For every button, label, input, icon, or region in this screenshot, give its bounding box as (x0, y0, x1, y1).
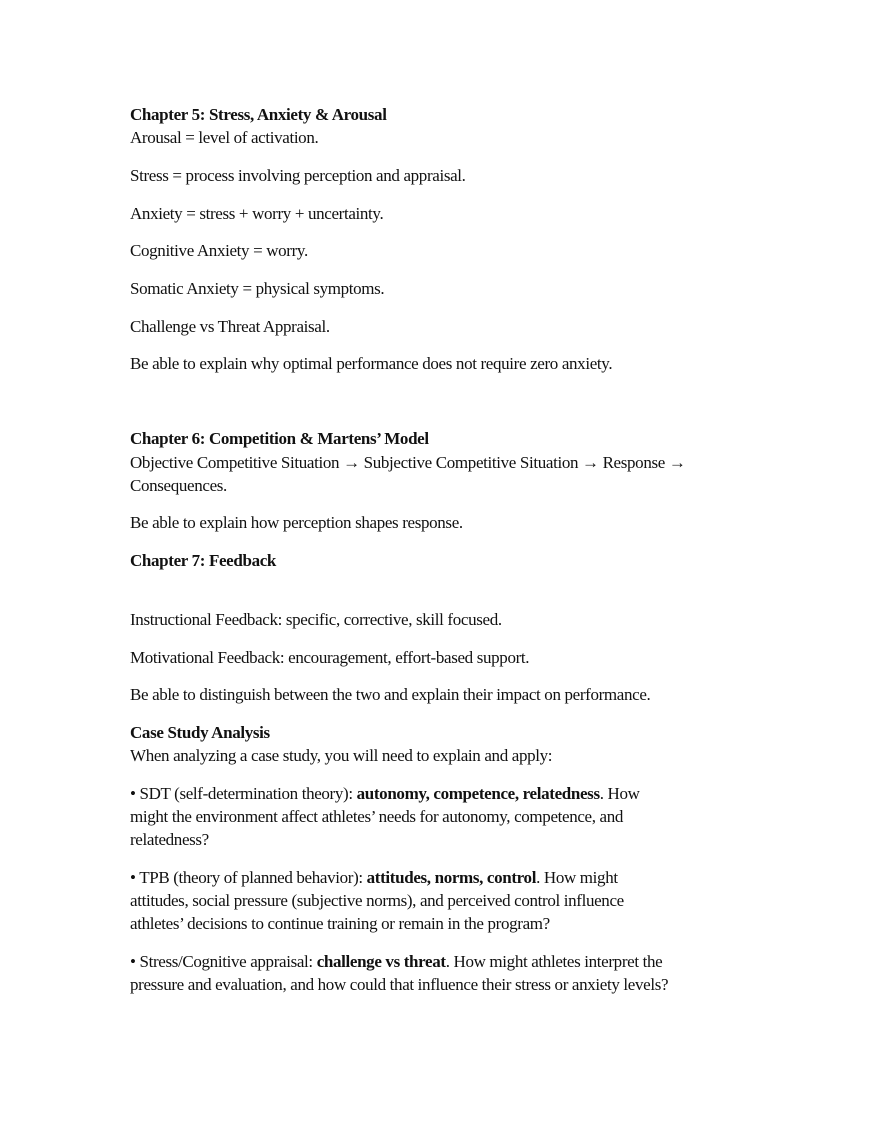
instructional-feedback-line: Instructional Feedback: specific, corrective, skill focused. (130, 610, 502, 629)
stress-definition: Stress = process involving perception and appraisal. (130, 166, 466, 185)
challenge-threat-line: Challenge vs Threat Appraisal. (130, 317, 330, 336)
motivational-feedback-line: Motivational Feedback: encouragement, effort-based support. (130, 648, 530, 667)
appraisal-keywords: challenge vs threat (316, 952, 446, 971)
sdt-keywords: autonomy, competence, relatedness (356, 784, 600, 803)
chapter-6-note: Be able to explain how perception shapes response. (130, 513, 463, 532)
martens-model-line-2: Consequences. (130, 476, 227, 495)
appraisal-prefix: • Stress/Cognitive appraisal: (130, 952, 317, 971)
tpb-bullet-line-3: athletes’ decisions to continue training or remain in the program? (130, 914, 550, 933)
appraisal-bullet-line-1 (130, 950, 662, 973)
sdt-prefix: • SDT (self-determination theory): (130, 784, 357, 803)
appraisal-suffix: . How might athletes interpret the (445, 952, 663, 971)
tpb-bullet-line-1 (130, 866, 618, 889)
sdt-bullet-line-1 (130, 782, 640, 805)
tpb-bullet-line-2: attitudes, social pressure (subjective norms), and perceived control influence (130, 891, 624, 910)
chapter-7-heading: Chapter 7: Feedback (130, 551, 277, 570)
chapter-5-note: Be able to explain why optimal performance does not require zero anxiety. (130, 354, 613, 373)
tpb-prefix: • TPB (theory of planned behavior): (130, 868, 367, 887)
martens-model-line-1: Objective Competitive Situation → Subjective Competitive Situation → Response → (130, 453, 686, 472)
sdt-bullet-line-3: relatedness? (130, 830, 209, 849)
anxiety-definition: Anxiety = stress + worry + uncertainty. (130, 204, 384, 223)
arousal-definition: Arousal = level of activation. (130, 128, 319, 147)
sdt-bullet-line-2: might the environment affect athletes’ needs for autonomy, competence, and (130, 807, 624, 826)
tpb-suffix: . How might (536, 868, 618, 887)
appraisal-bullet-line-2: pressure and evaluation, and how could that influence their stress or anxiety levels? (130, 975, 669, 994)
tpb-keywords: attitudes, norms, control (366, 868, 537, 887)
cognitive-anxiety-definition: Cognitive Anxiety = worry. (130, 241, 308, 260)
chapter-5-heading: Chapter 5: Stress, Anxiety & Arousal (130, 105, 387, 124)
somatic-anxiety-definition: Somatic Anxiety = physical symptoms. (130, 279, 385, 298)
case-study-intro: When analyzing a case study, you will need to explain and apply: (130, 746, 553, 765)
case-study-heading: Case Study Analysis (130, 723, 270, 742)
chapter-7-note: Be able to distinguish between the two and explain their impact on performance. (130, 685, 651, 704)
sdt-suffix: . How (599, 784, 640, 803)
chapter-6-heading: Chapter 6: Competition & Martens’ Model (130, 429, 429, 448)
